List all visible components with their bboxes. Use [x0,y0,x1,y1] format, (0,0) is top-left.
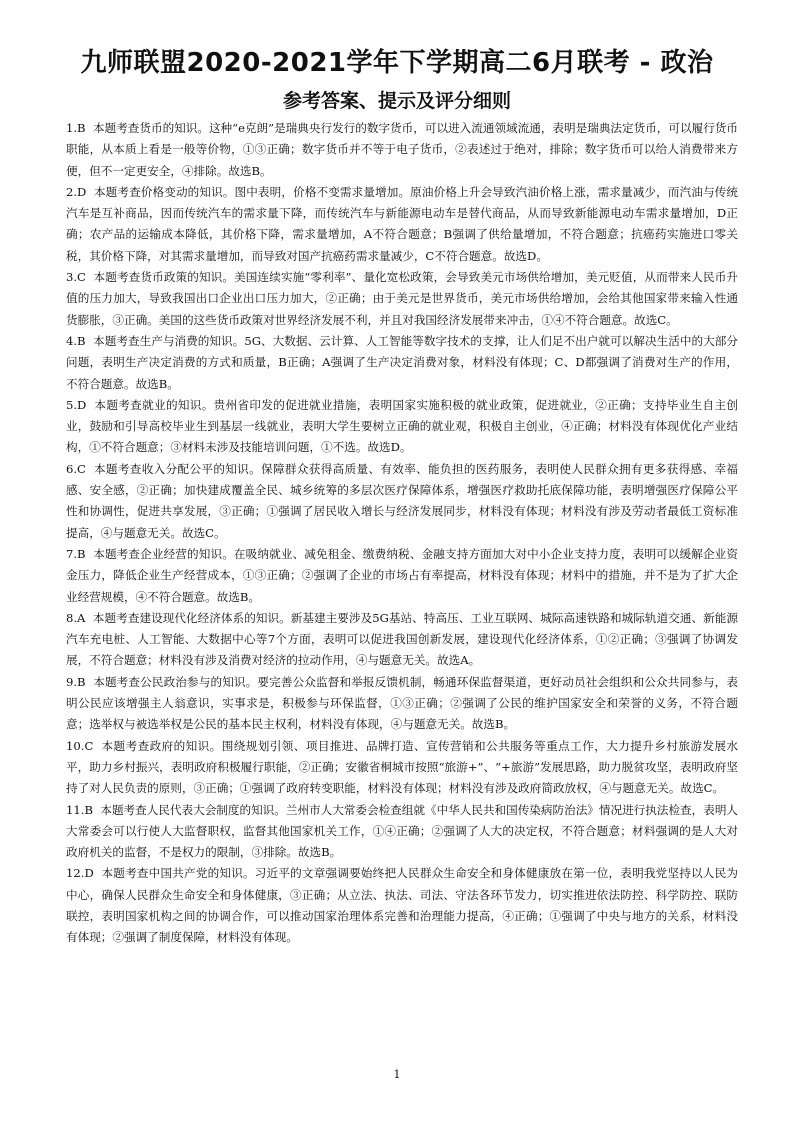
answer-item [66,267,738,331]
answer-number: 8.A [66,610,86,625]
answer-item [66,672,738,736]
document-title: 九师联盟2020-2021学年下学期高二6月联考 - 政治 [80,48,714,78]
answer-explanation: 本题考查公民政治参与的知识。要完善公众监督和举报反馈机制，畅通环保监督渠道，更好动员社会组织和公众共同参与，表明公民应该增强主人翁意识，实事求是，积极参与环保监督，①③正确；②强调了公民的维护国家安全和荣誉的义务，不符合题意；选举权与被选举权是公民的基本民主权利，材料没有体现，④与题意无关。故选B。 [66,674,738,732]
answer-item [66,736,738,800]
answer-number: 7.B [66,546,86,561]
answer-explanation: 本题考查人民代表大会制度的知识。兰州市人大常委会检查组就《中华人民共和国传染病防治法》情况进行执法检查，表明人大常委会可以行使人大监督职权，监督其他国家机关工作，①④正确；②强调了人大的决定权，不符合题意；材料强调的是人大对政府机关的监督，不是权力的限制，③排除。故选B。 [66,802,739,860]
answer-explanation: 本题考查企业经营的知识。在吸纳就业、减免租金、缴费纳税、金融支持方面加大对中小企业支持力度，表明可以缓解企业资金压力，降低企业生产经营成本，①③正确；②强调了企业的市场占有率提高，材料没有体现；材料中的措施，并不是为了扩大企业经营规模，④不符合题意。故选B。 [66,546,738,604]
answer-explanation: 本题考查收入分配公平的知识。保障群众获得高质量、有效率、能负担的医药服务，表明使人民群众拥有更多获得感、幸福感、安全感，②正确；加快建成覆盖全民、城乡统筹的多层次医疗保障体系，增强医疗救助托底保障功能，表明增强医疗保障公平性和协调性，促进共享发展，③正确；①强调了居民收入增长与经济发展同步，材料没有体现；材料没有涉及劳动者最低工资标准提高，④与题意无关。故选C。 [66,461,738,540]
answer-list [66,118,738,949]
answer-number: 12.D [66,866,94,881]
answer-number: 1.B [66,121,86,135]
page-number: 1 [393,1068,401,1081]
answer-number: 9.B [66,674,86,689]
answer-explanation: 本题考查生产与消费的知识。5G、大数据、云计算、人工智能等数字技术的支撑，让人们足不出户就可以解决生活中的大部分问题，表明生产决定消费的方式和质量，B正确；A强调了生产决定消费对象，材料没有体现；C、D都强调了消费对生产的作用，不符合题意。故选B。 [66,333,738,391]
answer-item [66,608,738,672]
answer-number: 3.C [66,270,86,285]
answer-item [66,118,738,182]
answer-number: 10.C [66,738,94,753]
answer-item [66,182,738,267]
answer-item [66,800,738,864]
answer-item [66,544,738,608]
answer-item [66,863,738,948]
answer-explanation: 本题考查价格变动的知识。图中表明，价格不变需求量增加。原油价格上升会导致汽油价格上涨，需求量减少，而汽油与传统汽车是互补商品，因而传统汽车的需求量下降，而传统汽车与新能源电动车是替代商品，从而导致新能源电动车需求量增加，D正确；农产品的运输成本降低，其价格下降，需求量增加，A不符合题意；B强调了供给量增加，不符合题意；抗癌药实施进口零关税，其价格下降，对其需求量增加，而导致对国产抗癌药需求量减少，C不符合题意。故选D。 [66,184,738,263]
answer-explanation: 本题考查货币的知识。这种“e克朗”是瑞典央行发行的数字货币，可以进入流通领域流通，表明是瑞典法定货币，可以履行货币职能，从本质上看是一般等价物，①③正确；数字货币并不等于电子货币，②表述过于绝对，排除；数字货币可以给人消费带来方便，但不一定更安全，④排除。故选B。 [66,121,738,178]
answer-number: 4.B [66,333,86,348]
answer-item [66,331,738,395]
answer-number: 11.B [66,802,93,817]
answer-explanation: 本题考查就业的知识。贵州省印发的促进就业措施，表明国家实施积极的就业政策，促进就业，②正确；支持毕业生自主创业，鼓励和引导高校毕业生到基层一线就业，表明大学生要树立正确的就业观，积极自主创业，④正确；材料没有体现优化产业结构，①不符合题意；③材料未涉及技能培训问题，①不选。故选D。 [66,397,738,455]
answer-item [66,395,738,459]
answer-number: 6.C [66,461,86,476]
answer-explanation: 本题考查建设现代化经济体系的知识。新基建主要涉及5G基站、特高压、工业互联网、城际高速铁路和城际轨道交通、新能源汽车充电桩、人工智能、大数据中心等7个方面，表明可以促进我国创新发展，建设现代化经济体系，①②正确；③强调了协调发展，不符合题意；材料没有涉及消费对经济的拉动作用，④与题意无关。故选A。 [66,610,738,668]
document-subtitle: 参考答案、提示及评分细则 [282,90,511,112]
answer-explanation: 本题考查中国共产党的知识。习近平的文章强调要始终把人民群众生命安全和身体健康放在第一位，表明我党坚持以人民为中心，确保人民群众生命安全和身体健康，③正确；从立法、执法、司法、守法各环节发力，切实推进依法防控、科学防控、联防联控，表明国家机构之间的协调合作，可以推动国家治理体系完善和治理能力提高，④正确；①强调了中央与地方的关系，材料没有体现；②强调了制度保障，材料没有体现。 [66,866,738,945]
answer-number: 5.D [66,397,87,412]
answer-explanation: 本题考查货币政策的知识。美国连续实施“零利率”、量化宽松政策，会导致美元市场供给增加，美元贬值，从而带来人民币升值的压力加大，导致我国出口企业出口压力加大，②正确；由于美元是世界货币，美元市场供给增加，会给其他国家带来输入性通货膨胀，③正确。美国的这些货币政策对世界经济发展不利，并且对我国经济发展带来冲击，①④不符合题意。故选C。 [66,270,738,327]
answer-item [66,459,738,544]
answer-explanation: 本题考查政府的知识。围绕规划引领、项目推进、品牌打造、宣传营销和公共服务等重点工作，大力提升乡村旅游发展水平，助力乡村振兴，表明政府积极履行职能，②正确；安徽省桐城市按照“旅游+”、“+旅游”发展思路，助力脱贫攻坚，表明政府坚持了对人民负责的原则，③正确；①强调了政府转变职能，材料没有体现；材料没有涉及政府简政放权，④与题意无关。故选C。 [66,738,738,796]
answer-number: 2.D [66,184,87,199]
